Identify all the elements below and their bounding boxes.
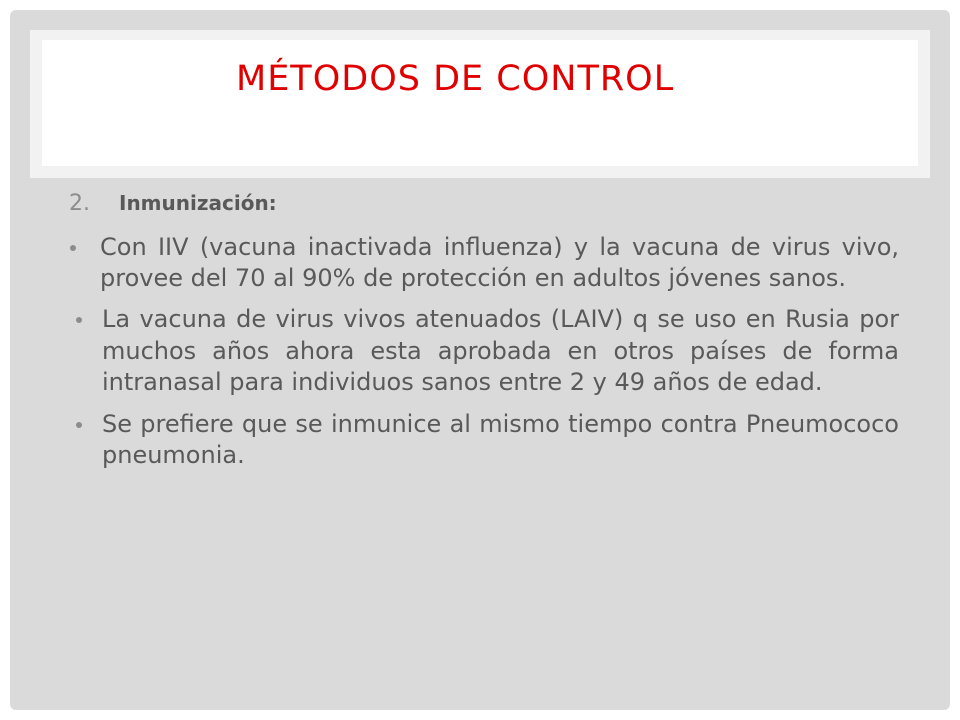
- bullet-dot-icon: [76, 422, 82, 428]
- section-label: Inmunización:: [119, 191, 277, 215]
- bullet-item: [63, 409, 899, 472]
- title-frame: [30, 30, 930, 178]
- slide-content: [63, 190, 899, 482]
- bullet-text: La vacuna de virus vivos atenuados (LAIV) q se uso en Rusia por muchos años ahora esta aprobada en otros países de forma intranasal para individuos sanos entre 2 y 49 años de edad.: [102, 305, 899, 397]
- slide: [10, 10, 950, 710]
- bullet-dot-icon: [76, 317, 82, 323]
- bullet-item: [63, 304, 899, 398]
- slide-title: MÉTODOS DE CONTROL: [236, 59, 675, 99]
- bullet-item: [63, 232, 899, 295]
- bullet-dot-icon: [70, 245, 76, 251]
- section-number: 2.: [69, 191, 90, 216]
- section-heading: [63, 190, 899, 218]
- title-panel: [42, 40, 918, 166]
- bullet-text: Se prefiere que se inmunice al mismo tiempo contra Pneumococo pneumonia.: [102, 409, 899, 470]
- bullet-text: Con IIV (vacuna inactivada influenza) y la vacuna de virus vivo, provee del 70 al 90% de protección en adultos jóvenes sanos.: [100, 232, 899, 292]
